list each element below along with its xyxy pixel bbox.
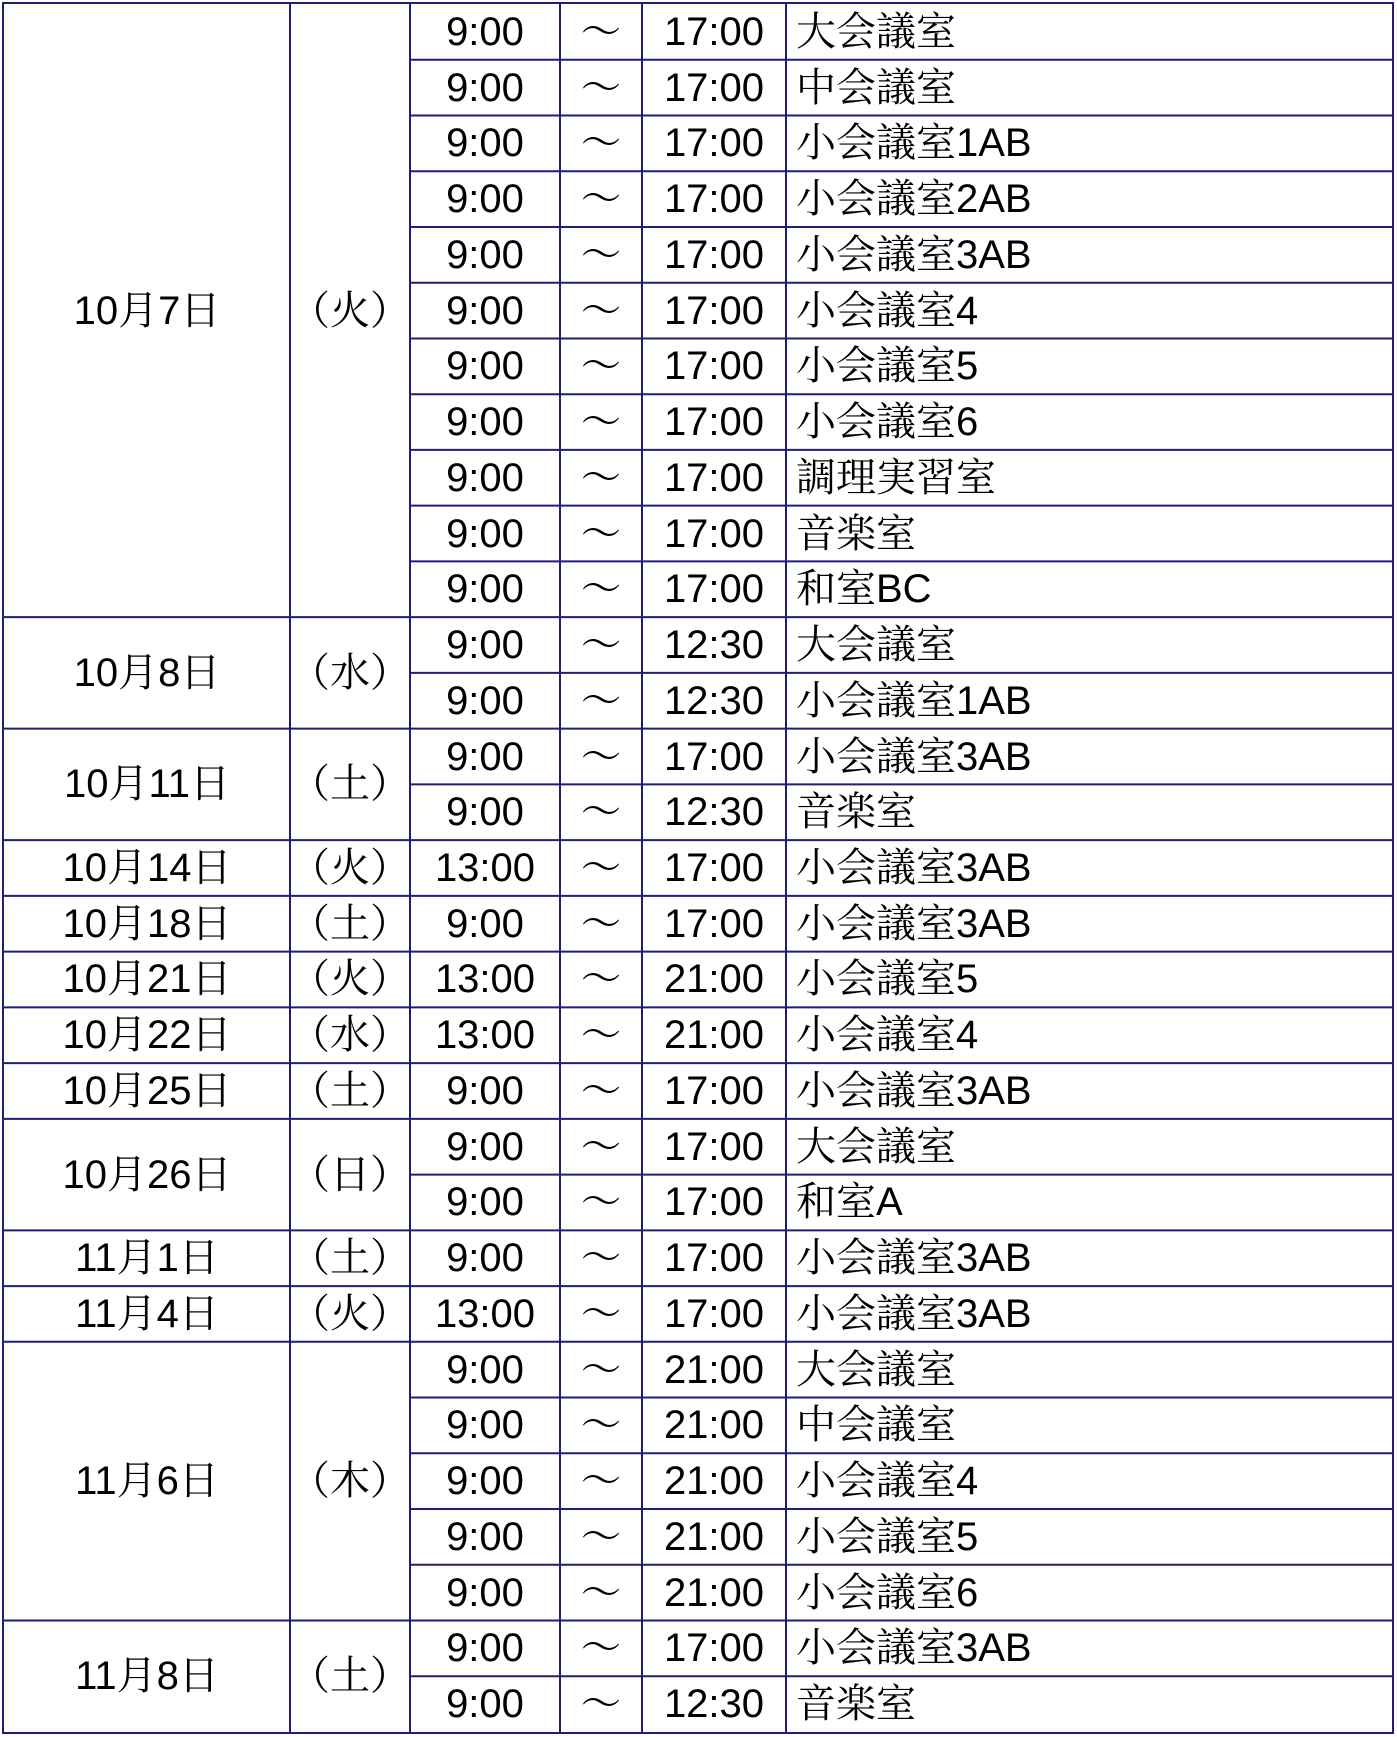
end-time-cell: 17:00 [663,9,765,54]
start-time-cell: 9:00 [446,1459,524,1504]
range-separator-cell: ～ [581,1403,621,1448]
room-name-cell: 小会議室2AB [796,177,1032,222]
range-separator-cell: ～ [581,1459,621,1504]
date-cell: 10月22日 [62,1013,232,1058]
room-name-cell: 小会議室4 [796,1013,979,1058]
date-cell: 10月14日 [62,845,232,890]
end-time-cell: 17:00 [663,511,765,556]
weekday-cell: （火） [290,1291,410,1336]
start-time-cell: 9:00 [446,455,524,500]
range-separator-cell: ～ [581,1013,621,1058]
start-time-cell: 9:00 [446,1347,524,1392]
start-time-cell: 13:00 [434,1013,536,1058]
date-cell: 11月8日 [75,1654,219,1699]
range-separator-cell: ～ [581,288,621,333]
range-separator-cell: ～ [581,901,621,946]
room-name-cell: 中会議室 [796,1403,956,1448]
room-name-cell: 大会議室 [796,9,956,54]
range-separator-cell: ～ [581,9,621,54]
room-name-cell: 小会議室4 [796,1459,979,1504]
end-time-cell: 21:00 [663,1403,765,1448]
start-time-cell: 13:00 [434,1291,536,1336]
date-cell: 11月1日 [75,1236,219,1281]
start-time-cell: 9:00 [446,1682,524,1727]
start-time-cell: 9:00 [446,678,524,723]
start-time-cell: 9:00 [446,177,524,222]
end-time-cell: 17:00 [663,121,765,166]
end-time-cell: 12:30 [663,678,765,723]
weekday-cell: （水） [290,650,410,695]
weekday-cell: （土） [290,1068,410,1113]
range-separator-cell: ～ [581,1514,621,1559]
start-time-cell: 9:00 [446,121,524,166]
end-time-cell: 12:30 [663,1682,765,1727]
range-separator-cell: ～ [581,1291,621,1336]
end-time-cell: 21:00 [663,1013,765,1058]
range-separator-cell: ～ [581,232,621,277]
weekday-cell: （土） [290,1236,410,1281]
room-name-cell: 大会議室 [796,1347,956,1392]
range-separator-cell: ～ [581,678,621,723]
range-separator-cell: ～ [581,567,621,612]
range-separator-cell: ～ [581,734,621,779]
date-cell: 10月8日 [73,650,221,695]
start-time-cell: 9:00 [446,511,524,556]
date-cell: 11月6日 [75,1459,219,1504]
end-time-cell: 21:00 [663,957,765,1002]
room-name-cell: 和室BC [796,567,932,612]
start-time-cell: 9:00 [446,9,524,54]
range-separator-cell: ～ [581,1347,621,1392]
range-separator-cell: ～ [581,1180,621,1225]
room-name-cell: 小会議室3AB [796,1291,1032,1336]
weekday-cell: （日） [290,1152,410,1197]
start-time-cell: 9:00 [446,65,524,110]
end-time-cell: 17:00 [663,1180,765,1225]
end-time-cell: 21:00 [663,1459,765,1504]
start-time-cell: 9:00 [446,1180,524,1225]
end-time-cell: 17:00 [663,1236,765,1281]
start-time-cell: 9:00 [446,344,524,389]
start-time-cell: 9:00 [446,567,524,612]
end-time-cell: 17:00 [663,344,765,389]
end-time-cell: 17:00 [663,567,765,612]
room-name-cell: 小会議室3AB [796,1626,1032,1671]
range-separator-cell: ～ [581,344,621,389]
room-name-cell: 小会議室6 [796,1570,979,1615]
range-separator-cell: ～ [581,511,621,556]
end-time-cell: 17:00 [663,288,765,333]
room-name-cell: 音楽室 [796,511,916,556]
room-name-cell: 大会議室 [796,623,956,668]
range-separator-cell: ～ [581,1570,621,1615]
range-separator-cell: ～ [581,455,621,500]
start-time-cell: 9:00 [446,232,524,277]
end-time-cell: 17:00 [663,1124,765,1169]
room-name-cell: 小会議室3AB [796,734,1032,779]
range-separator-cell: ～ [581,1682,621,1727]
start-time-cell: 9:00 [446,901,524,946]
room-name-cell: 小会議室1AB [796,678,1032,723]
end-time-cell: 17:00 [663,400,765,445]
date-cell: 10月21日 [62,957,232,1002]
end-time-cell: 17:00 [663,1626,765,1671]
start-time-cell: 9:00 [446,1514,524,1559]
weekday-cell: （木） [290,1459,410,1504]
room-name-cell: 和室A [796,1180,903,1225]
start-time-cell: 9:00 [446,1626,524,1671]
range-separator-cell: ～ [581,1626,621,1671]
range-separator-cell: ～ [581,1236,621,1281]
start-time-cell: 9:00 [446,1403,524,1448]
weekday-cell: （土） [290,901,410,946]
weekday-cell: （火） [290,845,410,890]
room-name-cell: 小会議室3AB [796,232,1032,277]
start-time-cell: 9:00 [446,1236,524,1281]
range-separator-cell: ～ [581,957,621,1002]
range-separator-cell: ～ [581,1068,621,1113]
end-time-cell: 17:00 [663,177,765,222]
start-time-cell: 9:00 [446,400,524,445]
date-cell: 10月26日 [62,1152,232,1197]
end-time-cell: 21:00 [663,1347,765,1392]
range-separator-cell: ～ [581,790,621,835]
room-name-cell: 小会議室1AB [796,121,1032,166]
range-separator-cell: ～ [581,623,621,668]
range-separator-cell: ～ [581,845,621,890]
room-name-cell: 小会議室5 [796,957,979,1002]
room-name-cell: 小会議室4 [796,288,979,333]
start-time-cell: 9:00 [446,1068,524,1113]
start-time-cell: 13:00 [434,957,536,1002]
end-time-cell: 17:00 [663,232,765,277]
date-cell: 10月11日 [63,762,230,807]
end-time-cell: 17:00 [663,65,765,110]
range-separator-cell: ～ [581,177,621,222]
start-time-cell: 9:00 [446,1124,524,1169]
room-name-cell: 大会議室 [796,1124,956,1169]
weekday-cell: （火） [290,957,410,1002]
end-time-cell: 17:00 [663,845,765,890]
end-time-cell: 17:00 [663,455,765,500]
start-time-cell: 9:00 [446,734,524,779]
range-separator-cell: ～ [581,121,621,166]
schedule-table [2,2,1394,1734]
room-name-cell: 音楽室 [796,1682,916,1727]
date-cell: 11月4日 [75,1291,219,1336]
start-time-cell: 13:00 [434,845,536,890]
room-name-cell: 小会議室3AB [796,1236,1032,1281]
date-cell: 10月7日 [73,288,221,333]
start-time-cell: 9:00 [446,288,524,333]
end-time-cell: 17:00 [663,1068,765,1113]
room-name-cell: 小会議室5 [796,1514,979,1559]
room-name-cell: 中会議室 [796,65,956,110]
room-name-cell: 小会議室3AB [796,901,1032,946]
start-time-cell: 9:00 [446,1570,524,1615]
date-cell: 10月25日 [62,1068,232,1113]
end-time-cell: 17:00 [663,734,765,779]
range-separator-cell: ～ [581,400,621,445]
start-time-cell: 9:00 [446,790,524,835]
weekday-cell: （火） [290,288,410,333]
room-name-cell: 小会議室5 [796,344,979,389]
range-separator-cell: ～ [581,1124,621,1169]
room-name-cell: 音楽室 [796,790,916,835]
weekday-cell: （土） [290,762,410,807]
end-time-cell: 12:30 [663,790,765,835]
room-name-cell: 小会議室6 [796,400,979,445]
room-name-cell: 小会議室3AB [796,845,1032,890]
end-time-cell: 17:00 [663,901,765,946]
room-name-cell: 小会議室3AB [796,1068,1032,1113]
room-name-cell: 調理実習室 [796,455,996,500]
date-cell: 10月18日 [62,901,232,946]
start-time-cell: 9:00 [446,623,524,668]
end-time-cell: 21:00 [663,1570,765,1615]
end-time-cell: 17:00 [663,1291,765,1336]
weekday-cell: （水） [290,1013,410,1058]
end-time-cell: 21:00 [663,1514,765,1559]
weekday-cell: （土） [290,1654,410,1699]
range-separator-cell: ～ [581,65,621,110]
end-time-cell: 12:30 [663,623,765,668]
